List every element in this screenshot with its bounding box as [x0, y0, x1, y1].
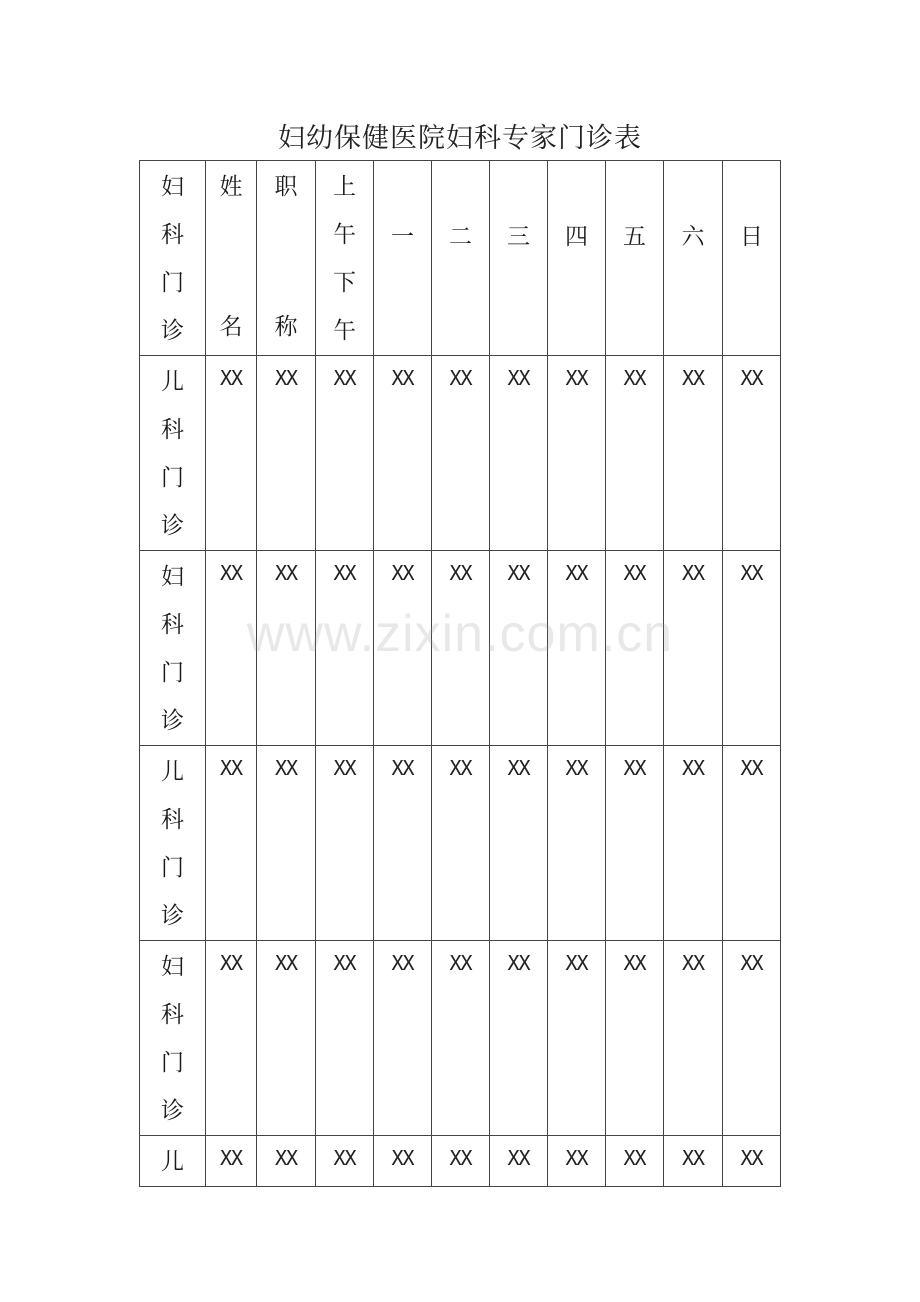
- dept-char: 诊: [161, 708, 184, 734]
- dept-char: 科: [161, 807, 184, 833]
- watermark: www.zixin.com.cn: [246, 605, 674, 663]
- schedule-cell: [490, 551, 548, 746]
- header-title-bottom: 称: [274, 314, 298, 340]
- cell-value: XX: [681, 561, 705, 585]
- dept-char: 门: [161, 855, 184, 881]
- header-day-cell: [606, 161, 664, 356]
- dept-cell: [140, 356, 206, 551]
- header-dept-char: 诊: [161, 318, 184, 344]
- schedule-cell: [432, 746, 490, 941]
- dept-char: 妇: [161, 954, 184, 980]
- schedule-cell: [206, 746, 257, 941]
- dept-char: 门: [161, 465, 184, 491]
- cell-value: XX: [219, 366, 243, 390]
- schedule-cell: [606, 941, 664, 1136]
- schedule-cell: [316, 1136, 374, 1187]
- schedule-cell: [664, 356, 723, 551]
- schedule-cell: [723, 551, 781, 746]
- schedule-cell: [432, 551, 490, 746]
- cell-value: XX: [740, 1146, 763, 1170]
- table-row: [140, 551, 781, 746]
- cell-value: XX: [219, 1146, 243, 1170]
- schedule-cell: [257, 746, 316, 941]
- cell-value: XX: [333, 756, 356, 780]
- cell-value: XX: [449, 951, 472, 975]
- schedule-cell: [490, 1136, 548, 1187]
- header-day: 一: [391, 223, 414, 250]
- header-dept-cell: [140, 161, 206, 356]
- dept-char: 门: [161, 660, 184, 686]
- header-name-top: 姓: [219, 174, 243, 200]
- cell-value: XX: [219, 756, 243, 780]
- page-title: 妇幼保健医院妇科专家门诊表: [278, 123, 642, 154]
- cell-value: XX: [507, 366, 530, 390]
- header-day-cell: [723, 161, 781, 356]
- schedule-cell: [316, 551, 374, 746]
- dept-char: 妇: [161, 564, 184, 590]
- cell-value: XX: [391, 366, 414, 390]
- header-day-cell: [548, 161, 606, 356]
- cell-value: XX: [565, 561, 588, 585]
- schedule-cell: [257, 941, 316, 1136]
- cell-value: XX: [274, 366, 298, 390]
- header-ampm-char: 午: [333, 318, 356, 344]
- schedule-cell: [723, 941, 781, 1136]
- schedule-cell: [548, 551, 606, 746]
- dept-cell: [140, 941, 206, 1136]
- schedule-cell: [490, 356, 548, 551]
- dept-cell: [140, 551, 206, 746]
- cell-value: XX: [391, 951, 414, 975]
- cell-value: XX: [449, 756, 472, 780]
- dept-char: 诊: [161, 513, 184, 539]
- schedule-cell: [723, 356, 781, 551]
- table-row: [140, 356, 781, 551]
- header-name-bottom: 名: [219, 314, 243, 340]
- cell-value: XX: [681, 366, 705, 390]
- schedule-cell: [723, 1136, 781, 1187]
- schedule-cell: [664, 1136, 723, 1187]
- header-title-cell: [257, 161, 316, 356]
- schedule-cell: [606, 1136, 664, 1187]
- header-day-cell: [432, 161, 490, 356]
- cell-value: XX: [333, 366, 356, 390]
- header-dept-char: 门: [161, 270, 184, 296]
- header-day: 五: [623, 223, 646, 250]
- cell-value: XX: [681, 756, 705, 780]
- cell-value: XX: [449, 366, 472, 390]
- schedule-cell: [374, 356, 432, 551]
- header-day-cell: [374, 161, 432, 356]
- header-day-cell: [490, 161, 548, 356]
- dept-char: 诊: [161, 1098, 184, 1124]
- cell-value: XX: [623, 951, 646, 975]
- cell-value: XX: [623, 756, 646, 780]
- cell-value: XX: [449, 1146, 472, 1170]
- cell-value: XX: [219, 951, 243, 975]
- schedule-cell: [316, 356, 374, 551]
- header-day: 二: [449, 223, 472, 250]
- schedule-cell: [316, 941, 374, 1136]
- cell-value: XX: [565, 756, 588, 780]
- header-ampm-char: 上: [333, 174, 356, 200]
- dept-cell: [140, 1136, 206, 1187]
- cell-value: XX: [274, 756, 298, 780]
- cell-value: XX: [507, 1146, 530, 1170]
- clinic-schedule-table: [139, 160, 781, 1187]
- schedule-cell: [606, 551, 664, 746]
- cell-value: XX: [740, 366, 763, 390]
- header-dept-char: 科: [161, 222, 184, 248]
- cell-value: XX: [391, 756, 414, 780]
- dept-char: 儿: [161, 1149, 184, 1175]
- header-ampm-cell: [316, 161, 374, 356]
- cell-value: XX: [507, 756, 530, 780]
- schedule-cell: [374, 746, 432, 941]
- cell-value: XX: [391, 1146, 414, 1170]
- schedule-cell: [664, 941, 723, 1136]
- schedule-cell: [374, 1136, 432, 1187]
- schedule-cell: [723, 746, 781, 941]
- cell-value: XX: [333, 1146, 356, 1170]
- schedule-cell: [374, 551, 432, 746]
- dept-char: 门: [161, 1050, 184, 1076]
- dept-char: 诊: [161, 903, 184, 929]
- schedule-cell: [548, 746, 606, 941]
- cell-value: XX: [274, 1146, 298, 1170]
- schedule-cell: [490, 746, 548, 941]
- cell-value: XX: [565, 1146, 588, 1170]
- header-dept-char: 妇: [161, 174, 184, 200]
- schedule-cell: [432, 1136, 490, 1187]
- header-row: [140, 161, 781, 356]
- schedule-cell: [548, 356, 606, 551]
- cell-value: XX: [219, 561, 243, 585]
- dept-char: 科: [161, 1002, 184, 1028]
- cell-value: XX: [507, 951, 530, 975]
- schedule-cell: [257, 356, 316, 551]
- schedule-cell: [490, 941, 548, 1136]
- cell-value: XX: [507, 561, 530, 585]
- schedule-cell: [664, 746, 723, 941]
- cell-value: XX: [333, 951, 356, 975]
- cell-value: XX: [274, 561, 298, 585]
- schedule-cell: [606, 356, 664, 551]
- dept-char: 儿: [161, 759, 184, 785]
- header-ampm-char: 午: [333, 222, 356, 248]
- header-ampm-char: 下: [333, 270, 356, 296]
- table-row: [140, 1136, 781, 1187]
- table-row: [140, 746, 781, 941]
- schedule-cell: [257, 551, 316, 746]
- cell-value: XX: [333, 561, 356, 585]
- cell-value: XX: [681, 1146, 705, 1170]
- cell-value: XX: [740, 756, 763, 780]
- schedule-cell: [548, 1136, 606, 1187]
- cell-value: XX: [740, 561, 763, 585]
- table-row: [140, 941, 781, 1136]
- dept-char: 科: [161, 417, 184, 443]
- dept-char: 科: [161, 612, 184, 638]
- schedule-cell: [316, 746, 374, 941]
- schedule-cell: [606, 746, 664, 941]
- schedule-cell: [374, 941, 432, 1136]
- schedule-cell: [206, 941, 257, 1136]
- cell-value: XX: [274, 951, 298, 975]
- schedule-cell: [432, 356, 490, 551]
- schedule-cell: [432, 941, 490, 1136]
- cell-value: XX: [681, 951, 705, 975]
- header-day: 四: [565, 223, 588, 250]
- cell-value: XX: [565, 951, 588, 975]
- cell-value: XX: [623, 1146, 646, 1170]
- schedule-cell: [664, 551, 723, 746]
- cell-value: XX: [391, 561, 414, 585]
- schedule-cell: [206, 1136, 257, 1187]
- dept-char: 儿: [161, 369, 184, 395]
- schedule-cell: [548, 941, 606, 1136]
- header-day-cell: [664, 161, 723, 356]
- cell-value: XX: [623, 366, 646, 390]
- cell-value: XX: [449, 561, 472, 585]
- header-day: 三: [507, 223, 530, 250]
- header-name-cell: [206, 161, 257, 356]
- header-day: 六: [681, 223, 705, 250]
- schedule-cell: [206, 356, 257, 551]
- cell-value: XX: [623, 561, 646, 585]
- dept-cell: [140, 746, 206, 941]
- header-day: 日: [740, 223, 763, 250]
- cell-value: XX: [565, 366, 588, 390]
- schedule-cell: [257, 1136, 316, 1187]
- cell-value: XX: [740, 951, 763, 975]
- header-title-top: 职: [274, 174, 298, 200]
- schedule-cell: [206, 551, 257, 746]
